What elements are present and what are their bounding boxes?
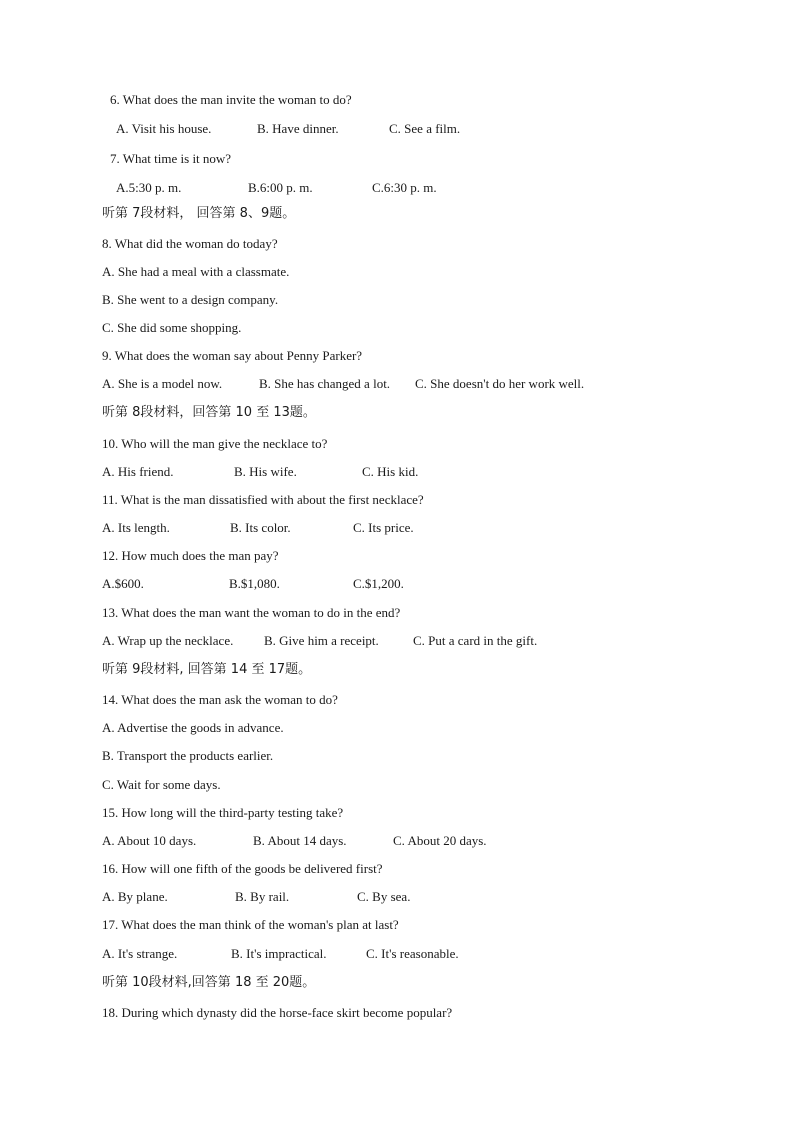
question-7: 7. What time is it now?	[110, 151, 232, 166]
question-12-option-a: A.$600.	[102, 576, 144, 591]
question-17: 17. What does the man think of the woman's plan at last?	[102, 917, 399, 932]
question-8-option-b: B. She went to a design company.	[102, 292, 279, 307]
question-16-option-a: A. By plane.	[102, 889, 168, 904]
section-10-instruction: 听第 10段材料,回答第 18 至 20题。	[102, 975, 316, 990]
section-8-instruction: 听第 8段材料，回答第 10 至 13题。	[102, 405, 316, 420]
question-18: 18. During which dynasty did the horse-face skirt become popular?	[102, 1005, 453, 1020]
question-15: 15. How long will the third-party testing take?	[102, 805, 344, 820]
question-8-option-a: A. She had a meal with a classmate.	[102, 264, 290, 279]
question-10: 10. Who will the man give the necklace to?	[102, 436, 328, 451]
question-15-option-c: C. About 20 days.	[393, 833, 487, 848]
question-14-option-a: A. Advertise the goods in advance.	[102, 720, 284, 735]
question-15-option-b: B. About 14 days.	[253, 833, 347, 848]
question-8: 8. What did the woman do today?	[102, 236, 278, 251]
question-17-option-b: B. It's impractical.	[231, 946, 327, 961]
question-9-option-c: C. She doesn't do her work well.	[415, 376, 585, 391]
question-6: 6. What does the man invite the woman to do?	[110, 92, 352, 107]
question-16-option-b: B. By rail.	[235, 889, 290, 904]
question-10-option-b: B. His wife.	[234, 464, 297, 479]
question-10-option-a: A. His friend.	[102, 464, 174, 479]
question-7-option-b: B.6:00 p. m.	[248, 180, 313, 195]
question-17-option-c: C. It's reasonable.	[366, 946, 459, 961]
question-6-option-c: C. See a film.	[389, 121, 461, 136]
question-7-option-a: A.5:30 p. m.	[116, 180, 182, 195]
section-7-instruction: 听第 7段材料， 回答第 8、9题。	[102, 206, 296, 221]
question-7-option-c: C.6:30 p. m.	[372, 180, 437, 195]
question-12-option-b: B.$1,080.	[229, 576, 280, 591]
question-16-option-c: C. By sea.	[357, 889, 411, 904]
question-13-option-b: B. Give him a receipt.	[264, 633, 379, 648]
question-11-option-c: C. Its price.	[353, 520, 414, 535]
question-13: 13. What does the man want the woman to do in the end?	[102, 605, 401, 620]
question-11: 11. What is the man dissatisfied with about the first necklace?	[102, 492, 424, 507]
question-6-option-a: A. Visit his house.	[116, 121, 212, 136]
question-16: 16. How will one fifth of the goods be delivered first?	[102, 861, 383, 876]
question-11-option-a: A. Its length.	[102, 520, 170, 535]
question-13-option-a: A. Wrap up the necklace.	[102, 633, 234, 648]
question-12-option-c: C.$1,200.	[353, 576, 404, 591]
question-12: 12. How much does the man pay?	[102, 548, 279, 563]
question-17-option-a: A. It's strange.	[102, 946, 178, 961]
question-9: 9. What does the woman say about Penny Parker?	[102, 348, 363, 363]
question-13-option-c: C. Put a card in the gift.	[413, 633, 538, 648]
question-9-option-a: A. She is a model now.	[102, 376, 223, 391]
question-8-option-c: C. She did some shopping.	[102, 320, 242, 335]
question-14: 14. What does the man ask the woman to do?	[102, 692, 338, 707]
question-14-option-c: C. Wait for some days.	[102, 777, 221, 792]
section-9-instruction: 听第 9段材料, 回答第 14 至 17题。	[102, 662, 312, 677]
question-14-option-b: B. Transport the products earlier.	[102, 748, 274, 763]
question-15-option-a: A. About 10 days.	[102, 833, 197, 848]
question-10-option-c: C. His kid.	[362, 464, 419, 479]
question-9-option-b: B. She has changed a lot.	[259, 376, 391, 391]
question-11-option-b: B. Its color.	[230, 520, 291, 535]
question-6-option-b: B. Have dinner.	[257, 121, 339, 136]
